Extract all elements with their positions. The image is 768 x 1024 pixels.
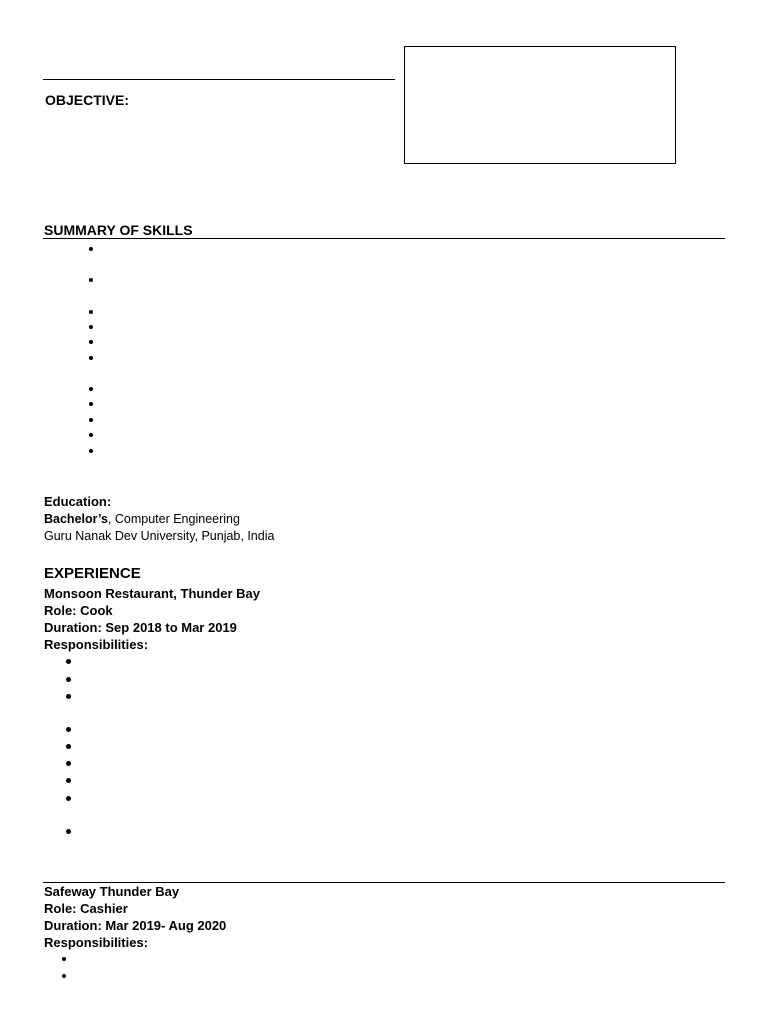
- skills-rule: [43, 238, 725, 239]
- header-rule: [43, 79, 395, 80]
- objective-label: OBJECTIVE:: [45, 92, 130, 108]
- job-duration: Duration: Mar 2019- Aug 2020: [44, 918, 227, 933]
- job-company: Monsoon Restaurant, Thunder Bay: [44, 586, 260, 601]
- job-duration: Duration: Sep 2018 to Mar 2019: [44, 620, 237, 635]
- list-bullet: [89, 402, 93, 406]
- list-bullet: [66, 659, 71, 664]
- list-bullet: [66, 796, 71, 801]
- education-institution: Guru Nanak Dev University, Punjab, India: [44, 529, 275, 543]
- list-bullet: [89, 325, 93, 329]
- list-bullet: [89, 340, 93, 344]
- list-bullet: [66, 744, 71, 749]
- job-role: Role: Cook: [44, 603, 113, 618]
- job-company: Safeway Thunder Bay: [44, 884, 180, 899]
- list-bullet: [89, 433, 93, 437]
- list-bullet: [66, 677, 71, 682]
- experience-heading: EXPERIENCE: [44, 565, 141, 582]
- list-bullet: [89, 387, 93, 391]
- education-label: Education:: [44, 494, 112, 509]
- list-bullet: [66, 761, 71, 766]
- skills-heading: SUMMARY OF SKILLS: [44, 222, 193, 238]
- job-role: Role: Cashier: [44, 901, 128, 916]
- list-bullet: [66, 778, 71, 783]
- list-bullet: [89, 278, 93, 282]
- list-bullet: [89, 356, 93, 360]
- list-bullet: [89, 310, 93, 314]
- job-responsibilities-label: Responsibilities:: [44, 637, 149, 652]
- list-bullet: [66, 829, 71, 834]
- list-bullet: [66, 694, 71, 699]
- list-bullet: [89, 418, 93, 422]
- education-degree-type: Bachelor’s: [44, 512, 108, 526]
- list-bullet: [66, 727, 71, 732]
- list-bullet: [89, 449, 93, 453]
- photo-placeholder-box: [404, 46, 676, 164]
- list-bullet: [62, 974, 66, 978]
- job-responsibilities-label: Responsibilities:: [44, 935, 149, 950]
- list-bullet: [62, 957, 66, 961]
- list-bullet: [89, 247, 93, 251]
- education-degree-field: , Computer Engineering: [107, 512, 240, 526]
- education-degree: [44, 511, 240, 528]
